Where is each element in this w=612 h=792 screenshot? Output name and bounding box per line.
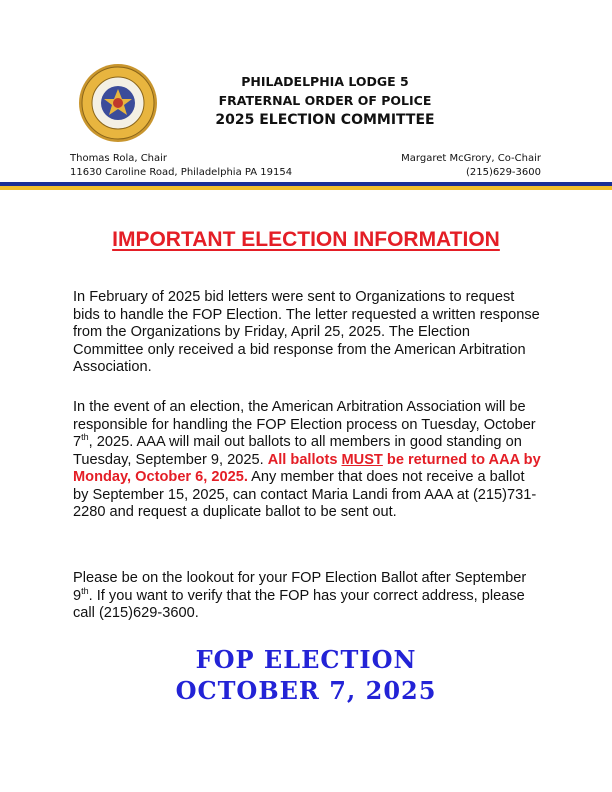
- p3-text-1: Please be on the lookout for your FOP Election Ballot after September 9: [73, 570, 527, 604]
- deadline-text-1: All ballots: [267, 451, 342, 468]
- p2-superscript: th: [81, 432, 89, 443]
- co-chair-name: Margaret McGrory, Co-Chair: [401, 153, 541, 164]
- footer-date: OCTOBER 7, 2025: [175, 676, 437, 705]
- committee-name: 2025 ELECTION COMMITTEE: [215, 112, 435, 128]
- headline: IMPORTANT ELECTION INFORMATION: [112, 228, 500, 251]
- lodge-name: PHILADELPHIA LODGE 5: [241, 74, 409, 89]
- deadline-text-2: be returned to AAA by Monday, October 6, 2025.: [73, 451, 541, 485]
- header-divider-gold: [0, 186, 612, 190]
- footer-title: FOP ELECTION: [195, 645, 417, 674]
- chair-address: 11630 Caroline Road, Philadelphia PA 19154: [70, 167, 293, 178]
- chair-name: Thomas Rola, Chair: [70, 153, 168, 164]
- deadline-emphasis: MUST: [341, 451, 383, 468]
- co-chair-phone: (215)629-3600: [465, 167, 541, 178]
- p2-text-3: Any member that does not receive a ballot by September 15, 2025, can contact Maria Landi from AAA at (215)731-2280 and request a duplicate ballot to be sent out.: [73, 469, 537, 520]
- paragraph-election-process: [73, 399, 543, 522]
- p2-text-2: , 2025. AAA will mail out ballots to all members in good standing on Tuesday, September 9, 2025.: [73, 434, 522, 468]
- chair-contact: [70, 152, 292, 180]
- organization-name: FRATERNAL ORDER OF POLICE: [218, 93, 432, 108]
- paragraph-bid-letters: In February of 2025 bid letters were sent to Organizations to request bids to handle the FOP Election. The letter requested a written response from the Organizations by Friday, April 25, 2025. The Election Committee only received a bid response from the American Arbitration Association.: [73, 289, 540, 375]
- organization-header: [175, 72, 475, 130]
- paragraph-lookout: [73, 570, 543, 623]
- p3-superscript: th: [81, 585, 89, 596]
- p2-text-1: In the event of an election, the American Arbitration Association will be responsible for handling the FOP Election process on Tuesday, October 7: [73, 399, 536, 450]
- p3-text-2: . If you want to verify that the FOP has your correct address, please call (215)629-3600.: [73, 587, 525, 621]
- fop-seal-logo: [78, 63, 158, 143]
- co-chair-contact: [401, 152, 541, 180]
